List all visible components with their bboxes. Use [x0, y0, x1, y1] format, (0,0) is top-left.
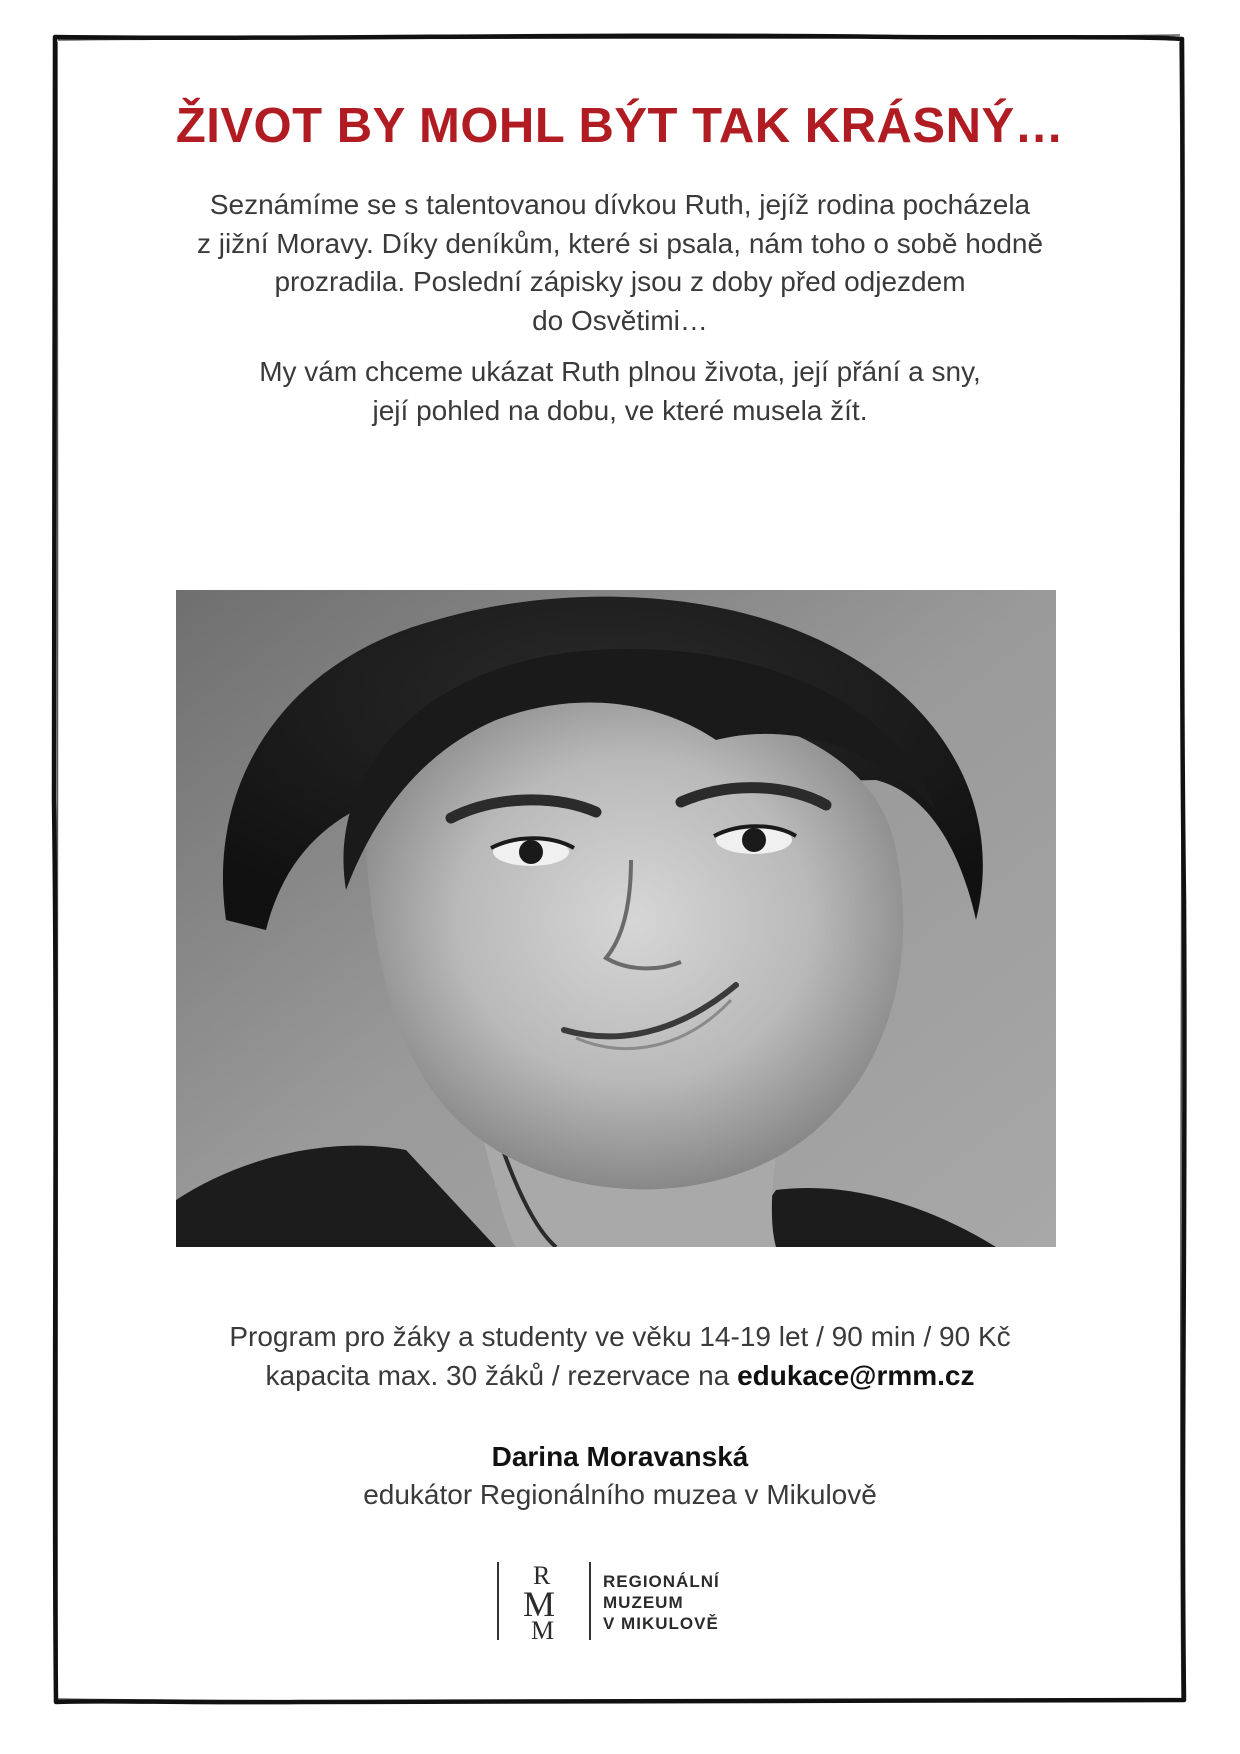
program-details: Program pro žáky a studenty ve věku 14-19 let / 90 min / 90 Kč — [229, 1321, 1011, 1352]
logo-divider — [589, 1562, 591, 1640]
capacity-text: kapacita max. 30 žáků / rezervace na — [265, 1360, 738, 1391]
wordmark-line: V MIKULOVĚ — [603, 1614, 719, 1633]
capacity-line — [130, 1356, 1110, 1395]
rmm-monogram-icon — [511, 1560, 579, 1642]
reservation-email-link[interactable]: edukace@rmm.cz — [737, 1360, 975, 1391]
intro-line: prozradila. Poslední zápisky jsou z doby před odjezdem — [274, 266, 966, 297]
museum-logo — [497, 1560, 747, 1642]
wordmark-line: REGIONÁLNÍ — [603, 1572, 720, 1591]
program-info — [130, 1317, 1110, 1395]
monogram-letter: R — [533, 1561, 551, 1590]
intro-text — [130, 186, 1110, 430]
logo-wordmark — [603, 1571, 720, 1634]
monogram-letter: M — [531, 1616, 555, 1642]
logo-divider — [497, 1562, 499, 1640]
author-name: Darina Moravanská — [491, 1441, 749, 1472]
author-role: edukátor Regionálního muzea v Mikulově — [363, 1479, 877, 1510]
portrait-image — [176, 590, 1056, 1247]
wordmark-line: MUZEUM — [603, 1593, 684, 1612]
author-block — [130, 1438, 1110, 1514]
intro-line: Seznámíme se s talentovanou dívkou Ruth, jejíž rodina pocházela — [209, 189, 1031, 220]
intro-line: z jižní Moravy. Díky deníkům, které si psala, nám toho o sobě hodně — [196, 227, 1044, 259]
intro-paragraph-1 — [130, 186, 1110, 340]
intro-line: její pohled na dobu, ve které musela žít. — [372, 394, 868, 426]
portrait-photo — [176, 590, 1056, 1247]
intro-paragraph-2 — [130, 353, 1110, 430]
intro-line: do Osvětimi… — [532, 304, 708, 336]
monogram-letter: M — [523, 1584, 556, 1624]
intro-line: My vám chceme ukázat Ruth plnou života, její přání a sny, — [259, 356, 981, 387]
poster-title: ŽIVOT BY MOHL BÝT TAK KRÁSNÝ… — [175, 99, 1065, 153]
